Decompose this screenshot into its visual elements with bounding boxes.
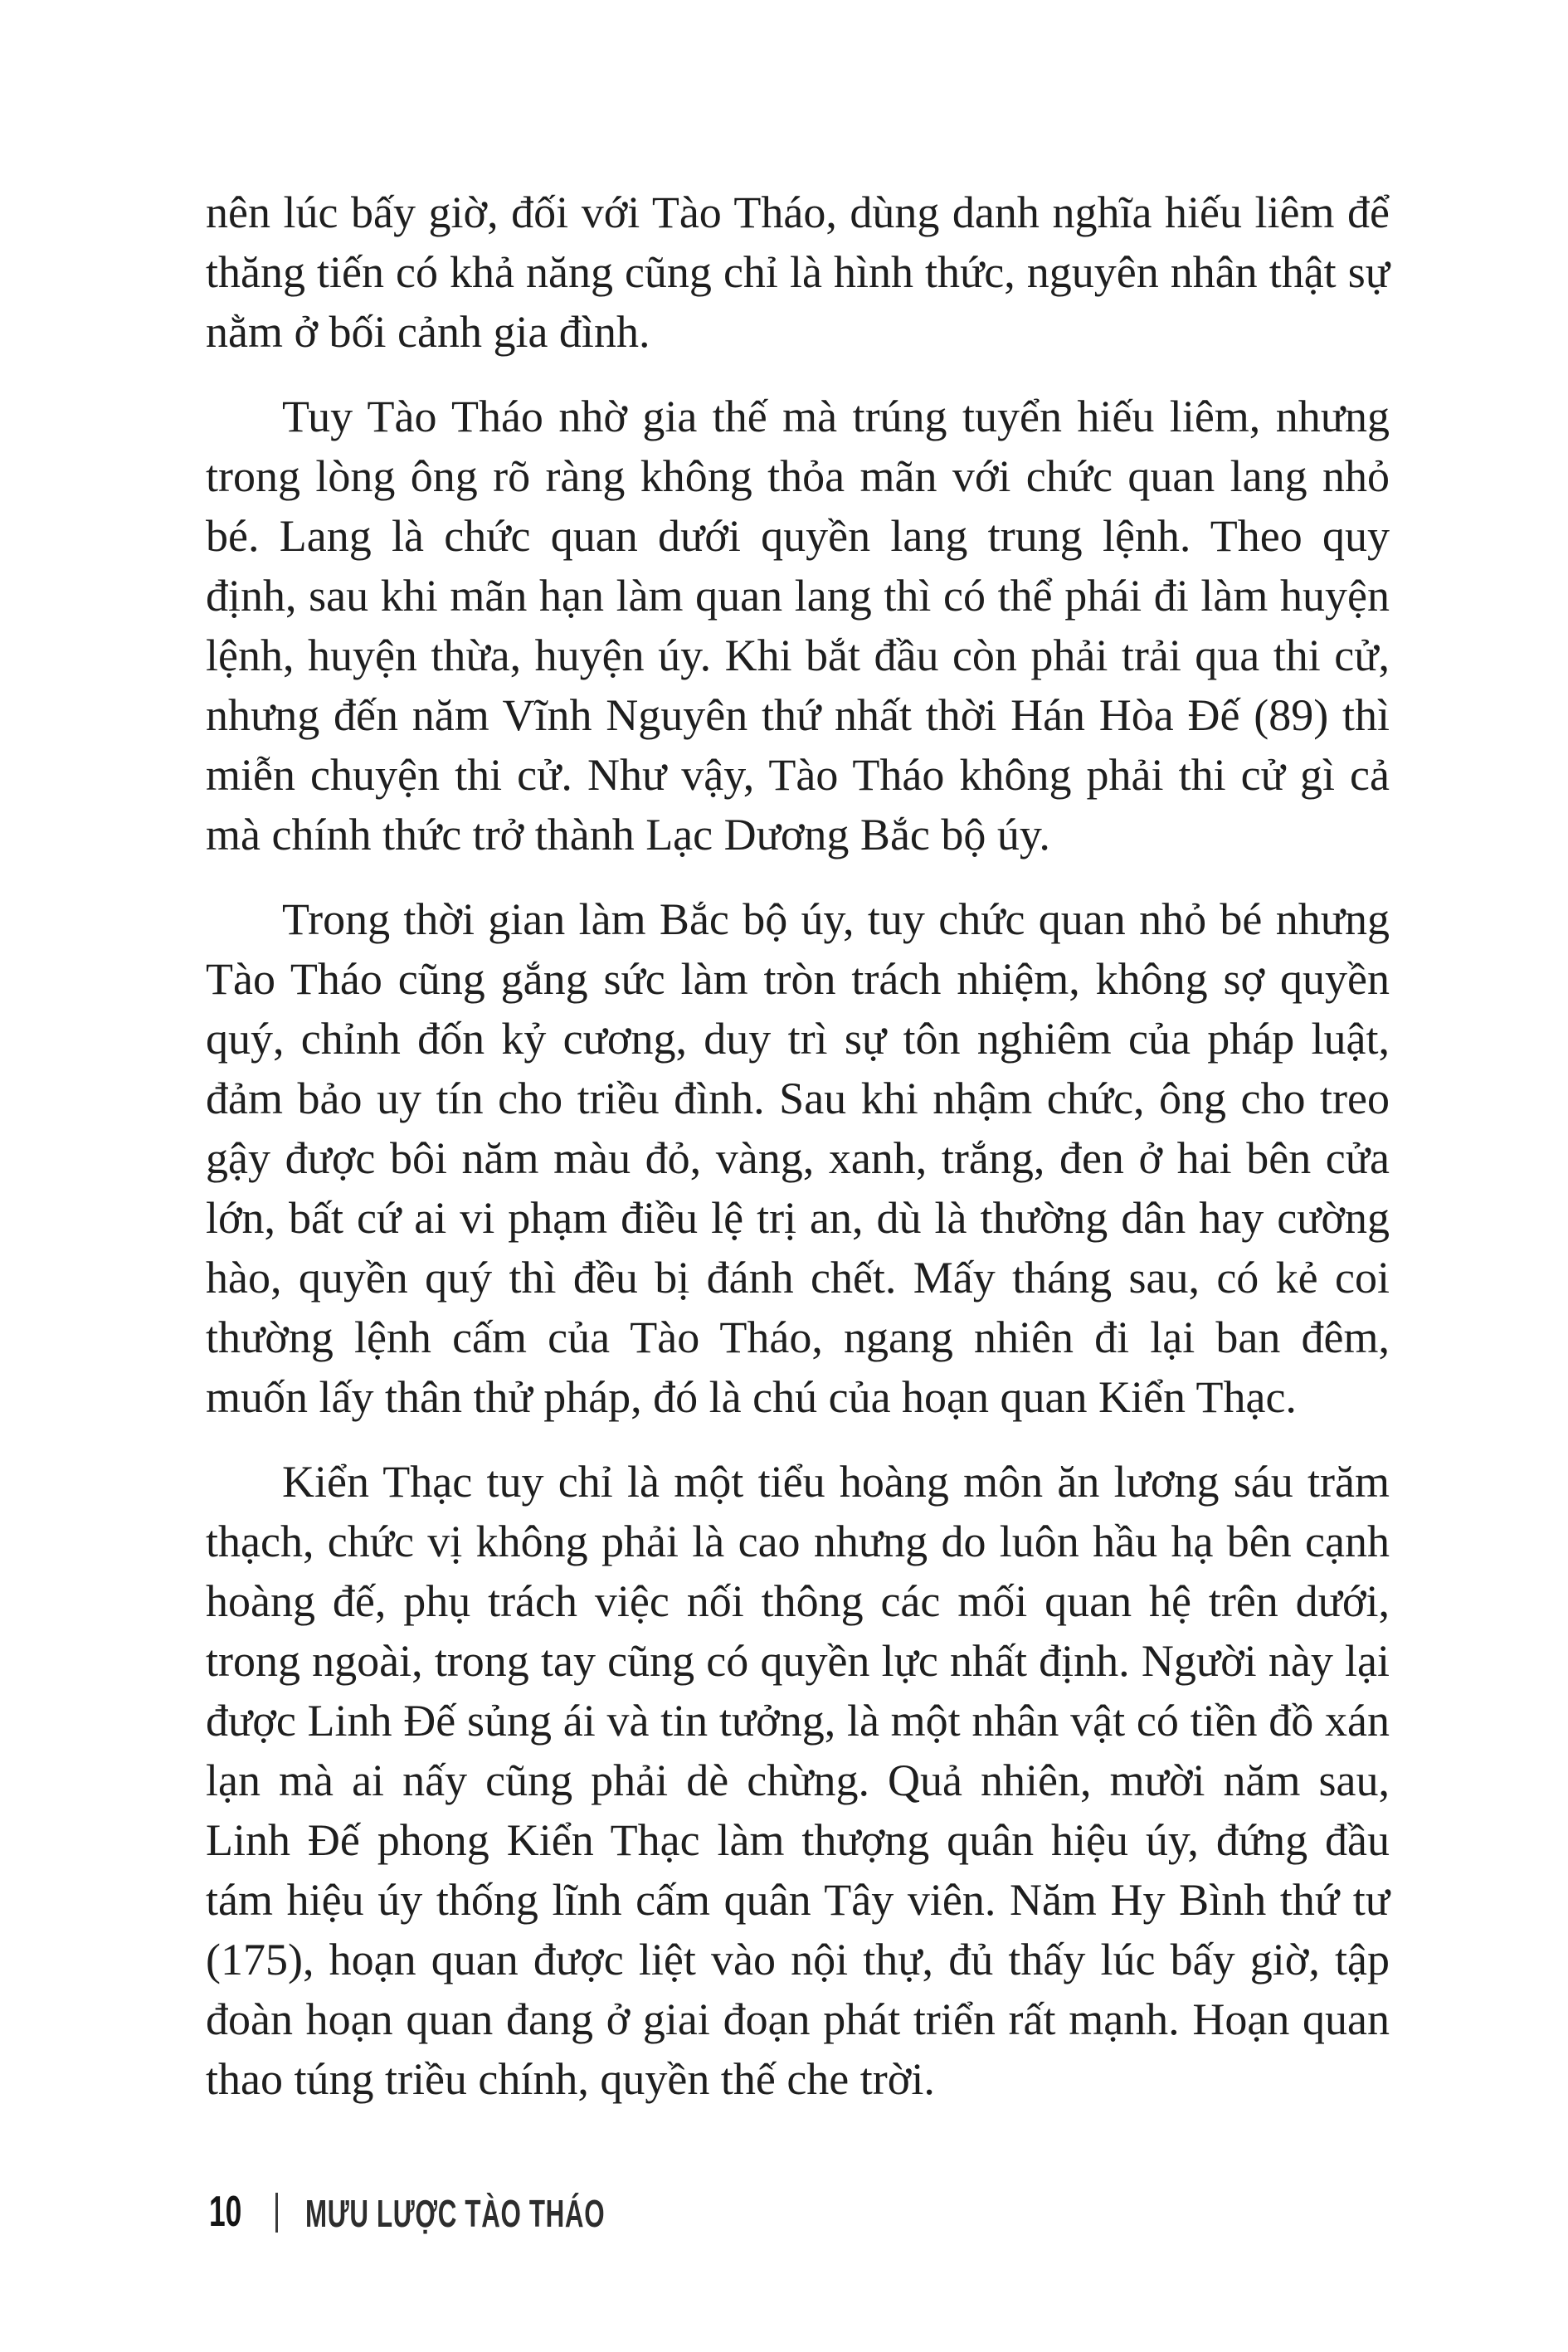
page-number: 10 [209,2188,242,2236]
body-paragraph: Tuy Tào Tháo nhờ gia thế mà trúng tuyển hiếu liêm, nhưng trong lòng ông rõ ràng không thỏa mãn với chức quan lang nhỏ bé. Lang là chức quan dưới quyền lang trung lệnh. Theo quy định, sau khi mãn hạn làm quan lang thì có thể phái đi làm huyện lệnh, huyện thừa, huyện úy. Khi bắt đầu còn phải trải qua thi cử, nhưng đến năm Vĩnh Nguyên thứ nhất thời Hán Hòa Đế (89) thì miễn chuyện thi cử. Như vậy, Tào Tháo không phải thi cử gì cả mà chính thức trở thành Lạc Dương Bắc bộ úy. [206,392,1390,859]
body-paragraph: Trong thời gian làm Bắc bộ úy, tuy chức quan nhỏ bé nhưng Tào Tháo cũng gắng sức làm tròn trách nhiệm, không sợ quyền quý, chỉnh đốn kỷ cương, duy trì sự tôn nghiêm của pháp luật, đảm bảo uy tín cho triều đình. Sau khi nhậm chức, ông cho treo gậy được bôi năm màu đỏ, vàng, xanh, trắng, đen ở hai bên cửa lớn, bất cứ ai vi phạm điều lệ trị an, dù là thường dân hay cường hào, quyền quý thì đều bị đánh chết. Mấy tháng sau, có kẻ coi thường lệnh cấm của Tào Tháo, ngang nhiên đi lại ban đêm, muốn lấy thân thử pháp, đó là chú của hoạn quan Kiển Thạc. [206,894,1390,1422]
body-text [206,183,1390,2109]
page-footer [0,2190,1568,2240]
body-paragraph: Kiển Thạc tuy chỉ là một tiểu hoàng môn ăn lương sáu trăm thạch, chức vị không phải là cao nhưng do luôn hầu hạ bên cạnh hoàng đế, phụ trách việc nối thông các mối quan hệ trên dưới, trong ngoài, trong tay cũng có quyền lực nhất định. Người này lại được Linh Đế sủng ái và tin tưởng, là một nhân vật có tiền đồ xán lạn mà ai nấy cũng phải dè chừng. Quả nhiên, mười năm sau, Linh Đế phong Kiển Thạc làm thượng quân hiệu úy, đứng đầu tám hiệu úy thống lĩnh cấm quân Tây viên. Năm Hy Bình thứ tư (175), hoạn quan được liệt vào nội thự, đủ thấy lúc bấy giờ, tập đoàn hoạn quan đang ở giai đoạn phát triển rất mạnh. Hoạn quan thao túng triều chính, quyền thế che trời. [206,1457,1390,2104]
footer-separator [275,2193,278,2233]
book-title: MƯU LƯỢC TÀO THÁO [305,2192,606,2235]
body-paragraph: nên lúc bấy giờ, đối với Tào Tháo, dùng danh nghĩa hiếu liêm để thăng tiến có khả năng cũng chỉ là hình thức, nguyên nhân thật sự nằm ở bối cảnh gia đình. [206,187,1390,357]
